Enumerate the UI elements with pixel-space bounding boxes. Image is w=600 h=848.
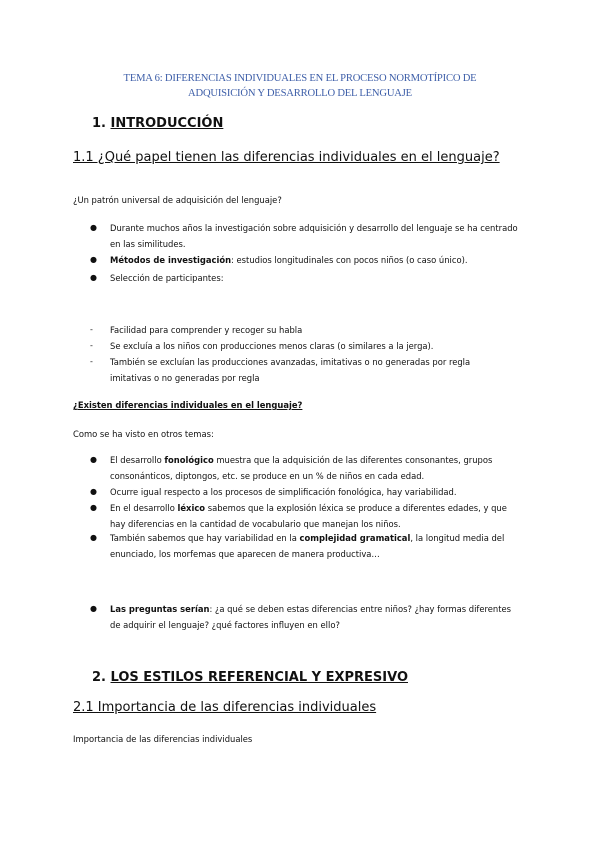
dash-item-text: Facilidad para comprender y recoger su habla — [110, 325, 303, 335]
list-item-text: Selección de participantes: — [110, 273, 224, 283]
list-item-bold: fonológico — [164, 455, 214, 465]
dash-item — [90, 338, 530, 354]
list-item-line-2: enunciado, los morfemas que aparecen de manera productiva… — [110, 549, 380, 559]
bullet-icon: ● — [90, 455, 97, 464]
bullet-icon: ● — [90, 223, 97, 232]
bullet-icon: ● — [90, 487, 97, 496]
list-item-text: El desarrollo — [110, 455, 165, 465]
document-title — [70, 71, 530, 101]
dash-item-text: También se excluían las producciones avanzadas, imitativas o no generadas por regla — [110, 357, 471, 367]
list-item-line-2: de adquirir el lenguaje? ¿qué factores influyen en ello? — [110, 620, 340, 630]
list-item-bold: léxico — [177, 503, 206, 513]
list-item-text: sabemos que la explosión léxica se produce a diferentes edades, y que — [205, 503, 507, 513]
dash-item — [90, 354, 530, 370]
list-item — [90, 530, 530, 562]
bullet-icon: ● — [90, 503, 97, 512]
list-item-text: En el desarrollo — [110, 503, 178, 513]
list-item-text: muestra que la adquisición de las diferentes consonantes, grupos — [213, 455, 493, 465]
list-item-text: : estudios longitudinales con pocos niños (o caso único). — [231, 255, 468, 265]
bullet-icon: ● — [90, 604, 97, 613]
list-item-text: , la longitud media del — [410, 533, 505, 543]
title-line-1: TEMA 6: DIFERENCIAS INDIVIDUALES EN EL PROCESO NORMOTÍPICO DE — [123, 73, 477, 84]
list-item — [90, 484, 530, 500]
list-item — [90, 220, 530, 252]
list-item — [90, 270, 530, 286]
section-1-number: 1. — [92, 116, 106, 131]
dash-icon: - — [90, 357, 93, 366]
dash-icon: - — [90, 341, 93, 350]
dash-item-text: Se excluía a los niños con producciones menos claras (o similares a la jerga). — [110, 341, 434, 351]
dash-icon: - — [90, 325, 93, 334]
section-1-heading — [92, 116, 223, 131]
list-item — [90, 500, 530, 532]
list-item-text: : ¿a qué se deben estas diferencias entre niños? ¿hay formas diferentes — [209, 604, 512, 614]
subsection-1-1-heading: 1.1 ¿Qué papel tienen las diferencias individuales en el lenguaje? — [73, 150, 500, 165]
list-item — [90, 452, 530, 484]
list-item-bold: complejidad gramatical — [299, 533, 411, 543]
question-universal-pattern: ¿Un patrón universal de adquisición del lenguaje? — [73, 195, 282, 205]
list-item-text: También sabemos que hay variabilidad en la — [110, 533, 300, 543]
list-item-questions — [90, 601, 530, 633]
title-line-2: ADQUISICIÓN Y DESARROLLO DEL LENGUAJE — [188, 88, 412, 99]
question-individual-differences: ¿Existen diferencias individuales en el lenguaje? — [73, 400, 303, 410]
dash-item-continuation: imitativas o no generadas por regla — [110, 373, 260, 383]
section-1-title: INTRODUCCIÓN — [110, 116, 224, 131]
section-2-title: LOS ESTILOS REFERENCIAL Y EXPRESIVO — [110, 670, 408, 685]
list-item-text: Durante muchos años la investigación sobre adquisición y desarrollo del lenguaje se ha centrado en las similitudes. — [110, 223, 518, 249]
list-item-bold: Métodos de investigación — [110, 255, 232, 265]
subsection-2-1-heading: 2.1 Importancia de las diferencias individuales — [73, 700, 377, 715]
list-item-bold: Las preguntas serían — [110, 604, 210, 614]
closing-paragraph: Importancia de las diferencias individuales — [73, 734, 253, 744]
intro-other-topics: Como se ha visto en otros temas: — [73, 429, 214, 439]
section-2-heading — [92, 670, 408, 685]
list-item-text: Ocurre igual respecto a los procesos de simplificación fonológica, hay variabilidad. — [110, 487, 457, 497]
section-2-number: 2. — [92, 670, 106, 685]
bullet-icon: ● — [90, 533, 97, 542]
dash-item — [90, 322, 530, 338]
bullet-icon: ● — [90, 273, 97, 282]
list-item-line-2: consonánticos, diptongos, etc. se produce en un % de niños en cada edad. — [110, 471, 425, 481]
list-item — [90, 252, 530, 268]
list-item-line-2: hay diferencias en la cantidad de vocabulario que manejan los niños. — [110, 519, 401, 529]
bullet-icon: ● — [90, 255, 97, 264]
